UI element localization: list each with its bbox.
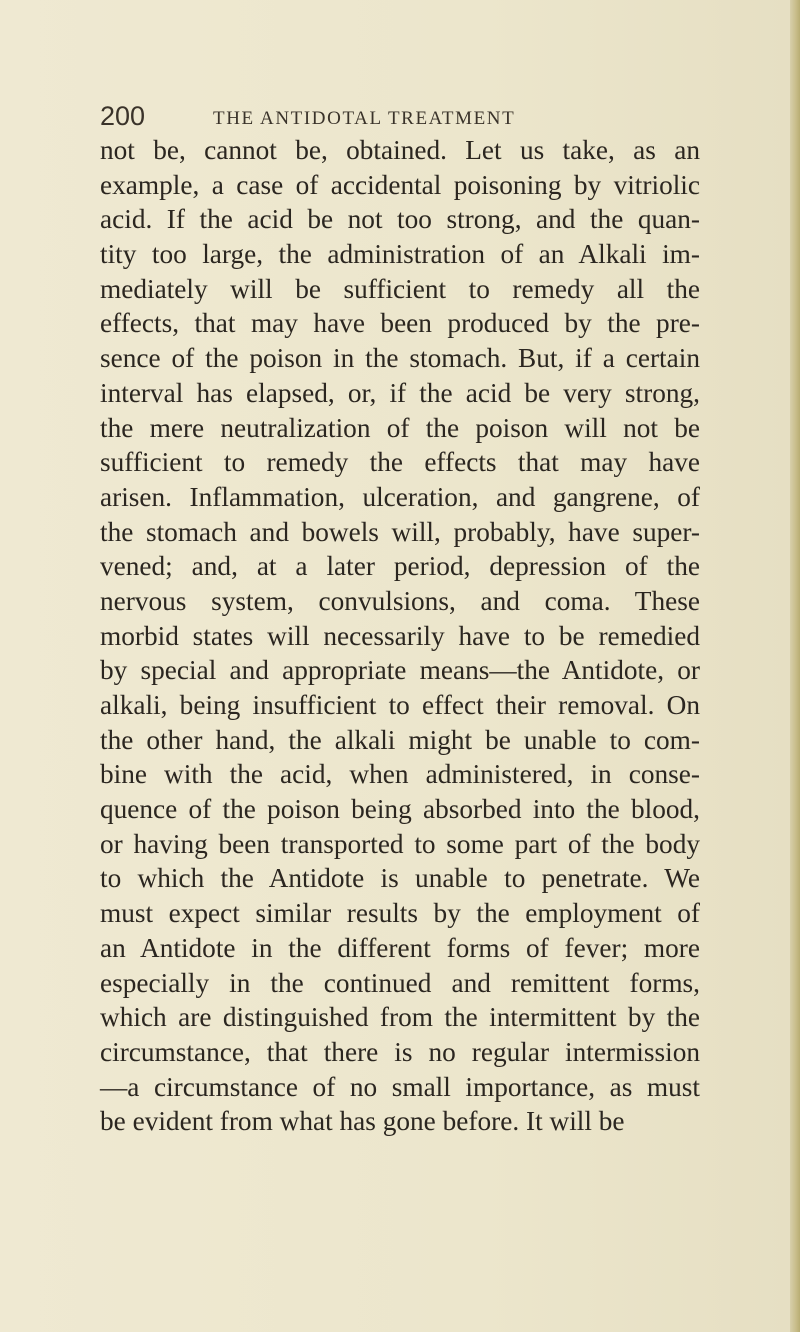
text-line: vened; and, at a later period, depression of the <box>100 551 700 582</box>
text-line: sence of the poison in the stomach. But, if a certain <box>100 343 700 374</box>
text-line: effects, that may have been produced by the pre- <box>100 308 700 339</box>
page-edge <box>790 0 800 1332</box>
text-line: an Antidote in the different forms of fever; more <box>100 932 700 963</box>
text-line: be evident from what has gone before. It will be <box>100 1106 625 1137</box>
running-head <box>100 96 700 136</box>
text-line: circumstance, that there is no regular intermission <box>100 1036 700 1067</box>
text-line: bine with the acid, when administered, in conse- <box>100 759 700 790</box>
text-line: the stomach and bowels will, probably, have super- <box>100 516 700 547</box>
text-line: to which the Antidote is unable to penetrate. We <box>100 863 700 894</box>
text-line: alkali, being insufficient to effect their removal. On <box>100 690 700 720</box>
text-line: by special and appropriate means—the Antidote, or <box>100 655 700 686</box>
text-line: which are distinguished from the intermittent by the <box>100 1002 700 1033</box>
text-line: interval has elapsed, or, if the acid be very strong, <box>100 377 700 408</box>
page-number: 200 <box>100 101 146 131</box>
text-line: arisen. Inflammation, ulceration, and gangrene, of <box>100 481 700 512</box>
text-line: the mere neutralization of the poison will not be <box>100 412 700 443</box>
text-line: not be, cannot be, obtained. Let us take, as an <box>100 135 700 165</box>
text-line: example, a case of accidental poisoning by vitriolic <box>100 169 700 200</box>
running-title: THE ANTIDOTAL TREATMENT <box>213 108 516 129</box>
body-text <box>100 133 700 1139</box>
text-line: sufficient to remedy the effects that may have <box>100 447 700 478</box>
text-line: or having been transported to some part of the body <box>100 828 700 859</box>
text-line: especially in the continued and remittent forms, <box>100 967 700 998</box>
text-line: nervous system, convulsions, and coma. These <box>100 585 700 616</box>
text-line: mediately will be sufficient to remedy all the <box>100 273 700 304</box>
text-line: the other hand, the alkali might be unable to com- <box>100 724 700 755</box>
text-line: quence of the poison being absorbed into the blood, <box>100 794 700 825</box>
text-line: morbid states will necessarily have to be remedied <box>100 620 700 651</box>
text-line: must expect similar results by the employment of <box>100 898 700 929</box>
text-line: acid. If the acid be not too strong, and the quan- <box>100 204 700 235</box>
text-line: tity too large, the administration of an Alkali im- <box>100 239 700 270</box>
text-line: —a circumstance of no small importance, as must <box>100 1071 700 1102</box>
